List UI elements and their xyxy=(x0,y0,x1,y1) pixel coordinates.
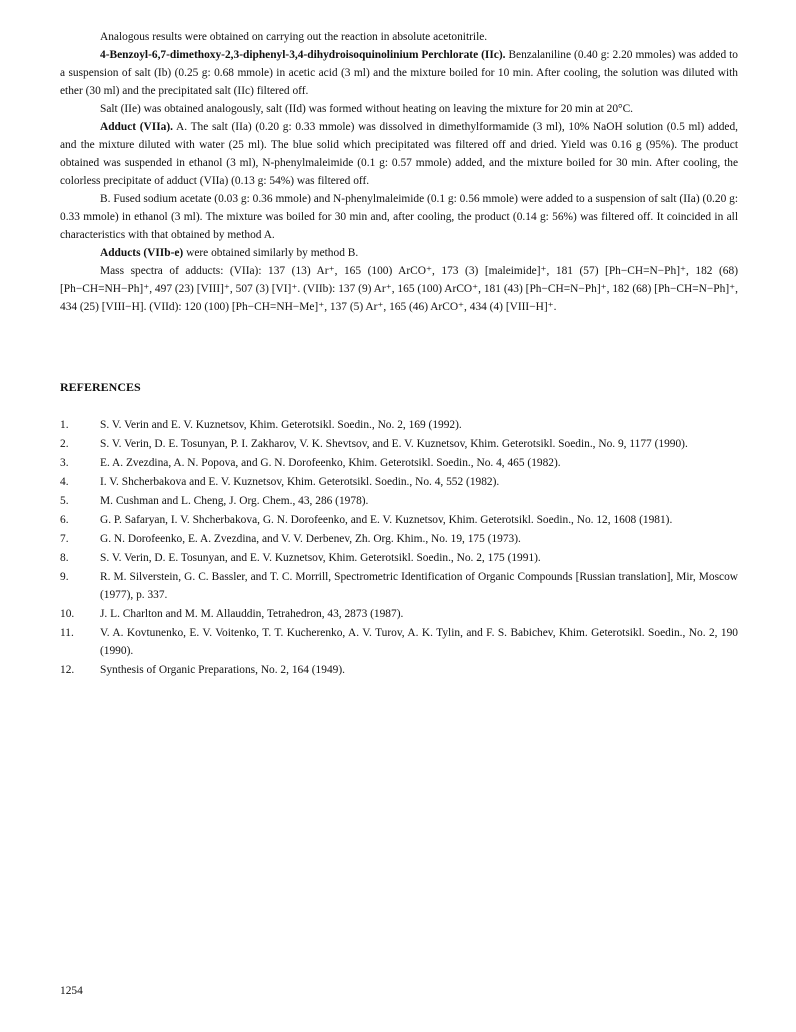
reference-item xyxy=(60,568,738,604)
reference-number: 8. xyxy=(60,552,69,564)
reference-text: G. N. Dorofeenko, E. A. Zvezdina, and V. V. Derbenev, Zh. Org. Khim., No. 19, 175 (1973). xyxy=(100,533,521,545)
page-number: 1254 xyxy=(60,985,83,997)
references-heading: REFERENCES xyxy=(60,380,141,394)
paragraph-adducts-viib-e xyxy=(60,244,738,262)
reference-number: 1. xyxy=(60,419,69,431)
paragraph-adduct-viia-method-b xyxy=(60,190,738,244)
reference-item xyxy=(60,492,738,510)
paragraph-lead: Adducts (VIIb-e) xyxy=(100,247,184,259)
reference-text: S. V. Verin, D. E. Tosunyan, and E. V. Kuznetsov, Khim. Geterotsikl. Soedin., No. 2, 175 (1991). xyxy=(100,552,541,564)
paragraph-acetonitrile xyxy=(60,28,738,46)
reference-number: 2. xyxy=(60,438,69,450)
reference-text: V. A. Kovtunenko, E. V. Voitenko, T. T. Kucherenko, A. V. Turov, A. K. Tylin, and F. S. Babichev, Khim. Geterotsikl. Soedin., No. 2, 190 (1990). xyxy=(100,627,738,657)
paragraph-text: were obtained similarly by method B. xyxy=(186,247,359,259)
paragraph-text: Salt (IIe) was obtained analogously, salt (IId) was formed without heating on leaving the mixture for 20 min at 20°C. xyxy=(100,103,634,115)
reference-item xyxy=(60,661,738,679)
reference-text: S. V. Verin, D. E. Tosunyan, P. I. Zakharov, V. K. Shevtsov, and E. V. Kuznetsov, Khim. Geterotsikl. Soedin., No. 9, 1177 (1990). xyxy=(100,438,688,450)
reference-number: 4. xyxy=(60,476,69,488)
reference-number: 5. xyxy=(60,495,69,507)
reference-text: R. M. Silverstein, G. C. Bassler, and T. C. Morrill, Spectrometric Identification of Organic Compounds [Russian translation], Mir, Moscow (1977), p. 337. xyxy=(100,571,738,601)
reference-item xyxy=(60,416,738,434)
reference-item xyxy=(60,511,738,529)
reference-item xyxy=(60,530,738,548)
reference-number: 6. xyxy=(60,514,69,526)
reference-text: S. V. Verin and E. V. Kuznetsov, Khim. Geterotsikl. Soedin., No. 2, 169 (1992). xyxy=(100,419,462,431)
reference-item xyxy=(60,473,738,491)
paragraph-text: Benzalaniline (0.40 g: 2.20 mmoles) was added to a suspension of salt (Ib) (0.25 g: 0.68 mmole) in acetic acid (3 ml) and the mixture boiled for 10 min. After cooling, the solution was diluted with ether (30 ml) and the precipitated salt (IIc) filtered off. xyxy=(60,49,738,97)
paragraph-mass-spectra xyxy=(60,262,738,316)
reference-number: 11. xyxy=(60,627,74,639)
paragraph-text: A. The salt (IIa) (0.20 g: 0.33 mmole) was dissolved in dimethylformamide (3 ml), 10% NaOH solution (0.5 ml) added, and the mixture diluted with water (25 ml). The blue solid which precipitated was filtered off and dried. Yield was 0.16 g (95%). The product obtained was suspended in ethanol (3 ml), N-phenylmaleimide (0.1 g: 0.57 mmole) added, and the mixture boiled for 30 min. After cooling, the colorless precipitate of adduct (VIIa) (0.13 g: 54%) was filtered off. xyxy=(60,121,739,187)
reference-text: E. A. Zvezdina, A. N. Popova, and G. N. Dorofeenko, Khim. Geterotsikl. Soedin., No. 4, 465 (1982). xyxy=(100,457,561,469)
paragraph-text: Mass spectra of adducts: (VIIa): 137 (13) Ar⁺, 165 (100) ArCO⁺, 173 (3) [maleimide]⁺, 181 (57) [Ph−CH=N−Ph]⁺, 182 (68) [Ph−CH=NH−Ph]⁺, 497 (23) [VIII]⁺, 507 (3) [VI]⁺. (VIIb): 137 (9) Ar⁺, 165 (100) ArCO⁺, 181 (43) [Ph−CH=N−Ph]⁺, 182 (68) [Ph−CH=N−Ph]⁺, 434 (25) [VIII−H]. (VIId): 120 (100) [Ph−CH=NH−Me]⁺, 137 (5) Ar⁺, 165 (46) ArCO⁺, 434 (4) [VIII−H]⁺. xyxy=(60,265,738,313)
reference-number: 3. xyxy=(60,457,69,469)
reference-number: 10. xyxy=(60,608,75,620)
reference-item xyxy=(60,624,738,660)
reference-number: 9. xyxy=(60,571,69,583)
reference-text: M. Cushman and L. Cheng, J. Org. Chem., 43, 286 (1978). xyxy=(100,495,369,507)
reference-item xyxy=(60,435,738,453)
reference-text: I. V. Shcherbakova and E. V. Kuznetsov, Khim. Geterotsikl. Soedin., No. 4, 552 (1982). xyxy=(100,476,500,488)
paragraph-lead: Adduct (VIIa). xyxy=(100,121,173,133)
reference-number: 12. xyxy=(60,664,75,676)
reference-item xyxy=(60,605,738,623)
experimental-text xyxy=(60,28,738,316)
reference-item xyxy=(60,549,738,567)
paragraph-perchlorate-iic xyxy=(60,46,738,100)
reference-number: 7. xyxy=(60,533,69,545)
paragraph-lead: 4-Benzoyl-6,7-dimethoxy-2,3-diphenyl-3,4-dihydroisoquinolinium Perchlorate (IIc). xyxy=(100,49,506,61)
reference-text: G. P. Safaryan, I. V. Shcherbakova, G. N. Dorofeenko, and E. V. Kuznetsov, Khim. Geterotsikl. Soedin., No. 12, 1608 (1981). xyxy=(100,514,673,526)
reference-item xyxy=(60,454,738,472)
paragraph-text: Analogous results were obtained on carrying out the reaction in absolute acetonitrile. xyxy=(100,31,488,43)
paragraph-salts-iie-iid xyxy=(60,100,738,118)
reference-text: Synthesis of Organic Preparations, No. 2, 164 (1949). xyxy=(100,664,345,676)
reference-text: J. L. Charlton and M. M. Allauddin, Tetrahedron, 43, 2873 (1987). xyxy=(100,608,404,620)
references-list xyxy=(60,416,738,680)
paragraph-adduct-viia-method-a xyxy=(60,118,738,190)
paragraph-text: B. Fused sodium acetate (0.03 g: 0.36 mmole) and N-phenylmaleimide (0.1 g: 0.56 mmole) were added to a suspension of salt (IIa) (0.20 g: 0.33 mmole) in ethanol (3 ml). The mixture was boiled for 30 min and, after cooling, the product (0.14 g: 56%) was filtered off. It coincided in all characteristics with that obtained by method A. xyxy=(60,193,738,241)
